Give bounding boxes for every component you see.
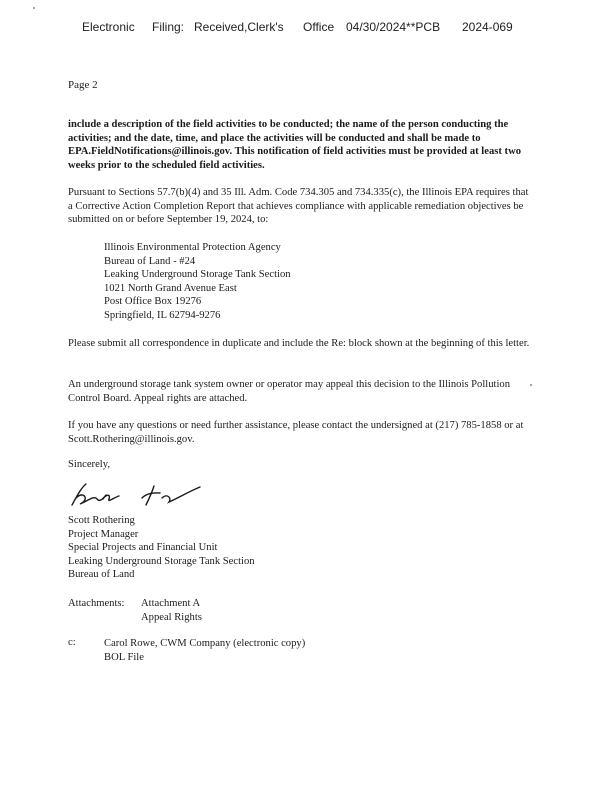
header-number: 2024-069: [462, 20, 513, 34]
handwritten-signature: [66, 480, 206, 512]
signatory-section: Leaking Underground Storage Tank Section: [68, 555, 255, 567]
signatory-bureau: Bureau of Land: [68, 569, 135, 581]
appeal-paragraph: An underground storage tank system owner or operator may appeal this decision to the Illinois Pollution Control Board. Appeal rights are attached.: [68, 379, 511, 404]
header-received: Received,Clerk's: [194, 20, 284, 34]
signatory-name: Scott Rothering: [68, 515, 135, 526]
address-line: Illinois Environmental Protection Agency: [104, 242, 281, 253]
scan-speck: [33, 7, 35, 9]
signatory-block: [68, 514, 255, 582]
mailing-address: [104, 241, 291, 323]
cc-item: Carol Rowe, CWM Company (electronic copy): [104, 638, 306, 649]
notification-paragraph: include a description of the field activities to be conducted; the name of the person conducting the activities; and the date, time, and place the activities will be conducted and shall be made to EPA.FieldNotifications@illinois.gov. This notification of field activities must be provided at least two weeks prior to the scheduled field activities.: [68, 119, 522, 171]
attachments-list: [141, 597, 202, 624]
scan-speck: [530, 384, 532, 386]
address-line: Leaking Underground Storage Tank Section: [104, 269, 291, 281]
address-line: Springfield, IL 62794-9276: [104, 309, 221, 321]
questions-paragraph: If you have any questions or need further assistance, please contact the undersigned at (217) 785-1858 or at Scott.Rothering@illinois.gov.: [68, 420, 524, 445]
pursuant-paragraph: Pursuant to Sections 57.7(b)(4) and 35 Ill. Adm. Code 734.305 and 734.335(c), the Illinois EPA requires that a Corrective Action Completion Report that achieves compliance with applicable remediation objectives be submitted on or before September 19, 2024, to:: [68, 187, 529, 226]
attachments-label: Attachments:: [68, 598, 125, 609]
header-office: Office: [303, 20, 335, 34]
attachment-item: Attachment A: [141, 598, 201, 609]
closing: Sincerely,: [68, 459, 110, 470]
address-line: Bureau of Land - #24: [104, 255, 196, 267]
address-line: Post Office Box 19276: [104, 296, 202, 308]
header-filing: Filing:: [152, 20, 185, 34]
cc-list: [104, 637, 305, 664]
header-electronic: Electronic: [82, 20, 135, 34]
cc-label: c:: [68, 637, 76, 648]
signatory-title: Project Manager: [68, 528, 139, 540]
attachment-item: Appeal Rights: [141, 611, 202, 623]
duplicate-paragraph: Please submit all correspondence in duplicate and include the Re: block shown at the beginning of this letter.: [68, 338, 530, 349]
header-date: 04/30/2024**PCB: [346, 20, 441, 34]
address-line: 1021 North Grand Avenue East: [104, 282, 237, 294]
page-number: Page 2: [68, 79, 98, 91]
cc-item: BOL File: [104, 651, 144, 663]
signatory-unit: Special Projects and Financial Unit: [68, 542, 218, 554]
